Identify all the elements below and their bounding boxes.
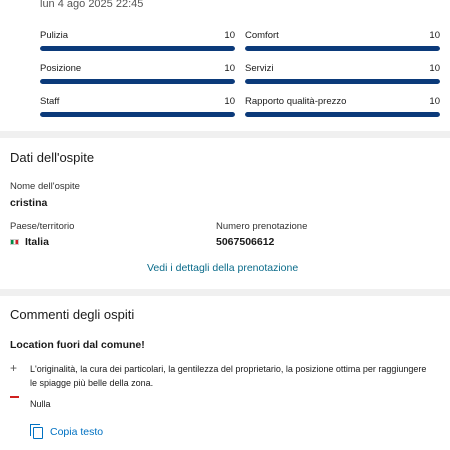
guest-name-label: Nome dell'ospite (10, 181, 80, 192)
score-label: Comfort (245, 30, 279, 41)
score-servizi (245, 63, 440, 84)
score-bar (40, 112, 235, 117)
review-negative-text: Nulla (30, 399, 51, 409)
review-positive-text: L'originalità, la cura dei particolari, la gentilezza del proprietario, la posizione ottima per raggiungere le spiagge più belle della zona. (30, 364, 427, 388)
italy-flag-icon (10, 239, 19, 245)
plus-icon: + (10, 361, 18, 375)
comments-section-title: Commenti degli ospiti (10, 307, 135, 322)
score-pulizia (40, 30, 235, 51)
score-bar-fill (245, 112, 440, 117)
score-label: Pulizia (40, 30, 68, 41)
section-divider (0, 131, 450, 138)
score-bar (245, 46, 440, 51)
score-bar-fill (40, 46, 235, 51)
score-bar-fill (40, 79, 235, 84)
booking-number-label: Numero prenotazione (216, 221, 308, 232)
copy-text-label: Copia testo (50, 426, 104, 438)
review-date: lun 4 ago 2025 22:45 (40, 0, 144, 10)
score-label: Staff (40, 96, 60, 107)
copy-icon (30, 424, 44, 440)
score-value: 10 (224, 63, 235, 74)
guest-name: cristina (10, 197, 48, 209)
score-value: 10 (224, 30, 235, 41)
country-name: Italia (25, 236, 49, 248)
guest-country (10, 236, 49, 248)
score-comfort (245, 30, 440, 51)
minus-icon (10, 396, 19, 398)
score-value: 10 (224, 96, 235, 107)
booking-number: 5067506612 (216, 236, 275, 248)
score-posizione (40, 63, 235, 84)
score-bar (40, 79, 235, 84)
score-value-for-money (245, 96, 440, 117)
country-label: Paese/territorio (10, 221, 75, 232)
score-staff (40, 96, 235, 117)
score-bar (245, 112, 440, 117)
score-bar (40, 46, 235, 51)
score-bar-fill (40, 112, 235, 117)
score-label: Rapporto qualità-prezzo (245, 96, 347, 107)
score-value: 10 (429, 30, 440, 41)
score-bar-fill (245, 46, 440, 51)
review-title: Location fuori dal comune! (10, 339, 145, 351)
section-divider (0, 289, 450, 296)
guest-section-title: Dati dell'ospite (10, 150, 95, 165)
booking-details-link[interactable]: Vedi i dettagli della prenotazione (147, 262, 299, 274)
score-value: 10 (429, 96, 440, 107)
score-bar-fill (245, 79, 440, 84)
copy-text-button[interactable] (30, 424, 103, 440)
score-value: 10 (429, 63, 440, 74)
score-label: Servizi (245, 63, 274, 74)
score-bar (245, 79, 440, 84)
score-label: Posizione (40, 63, 82, 74)
